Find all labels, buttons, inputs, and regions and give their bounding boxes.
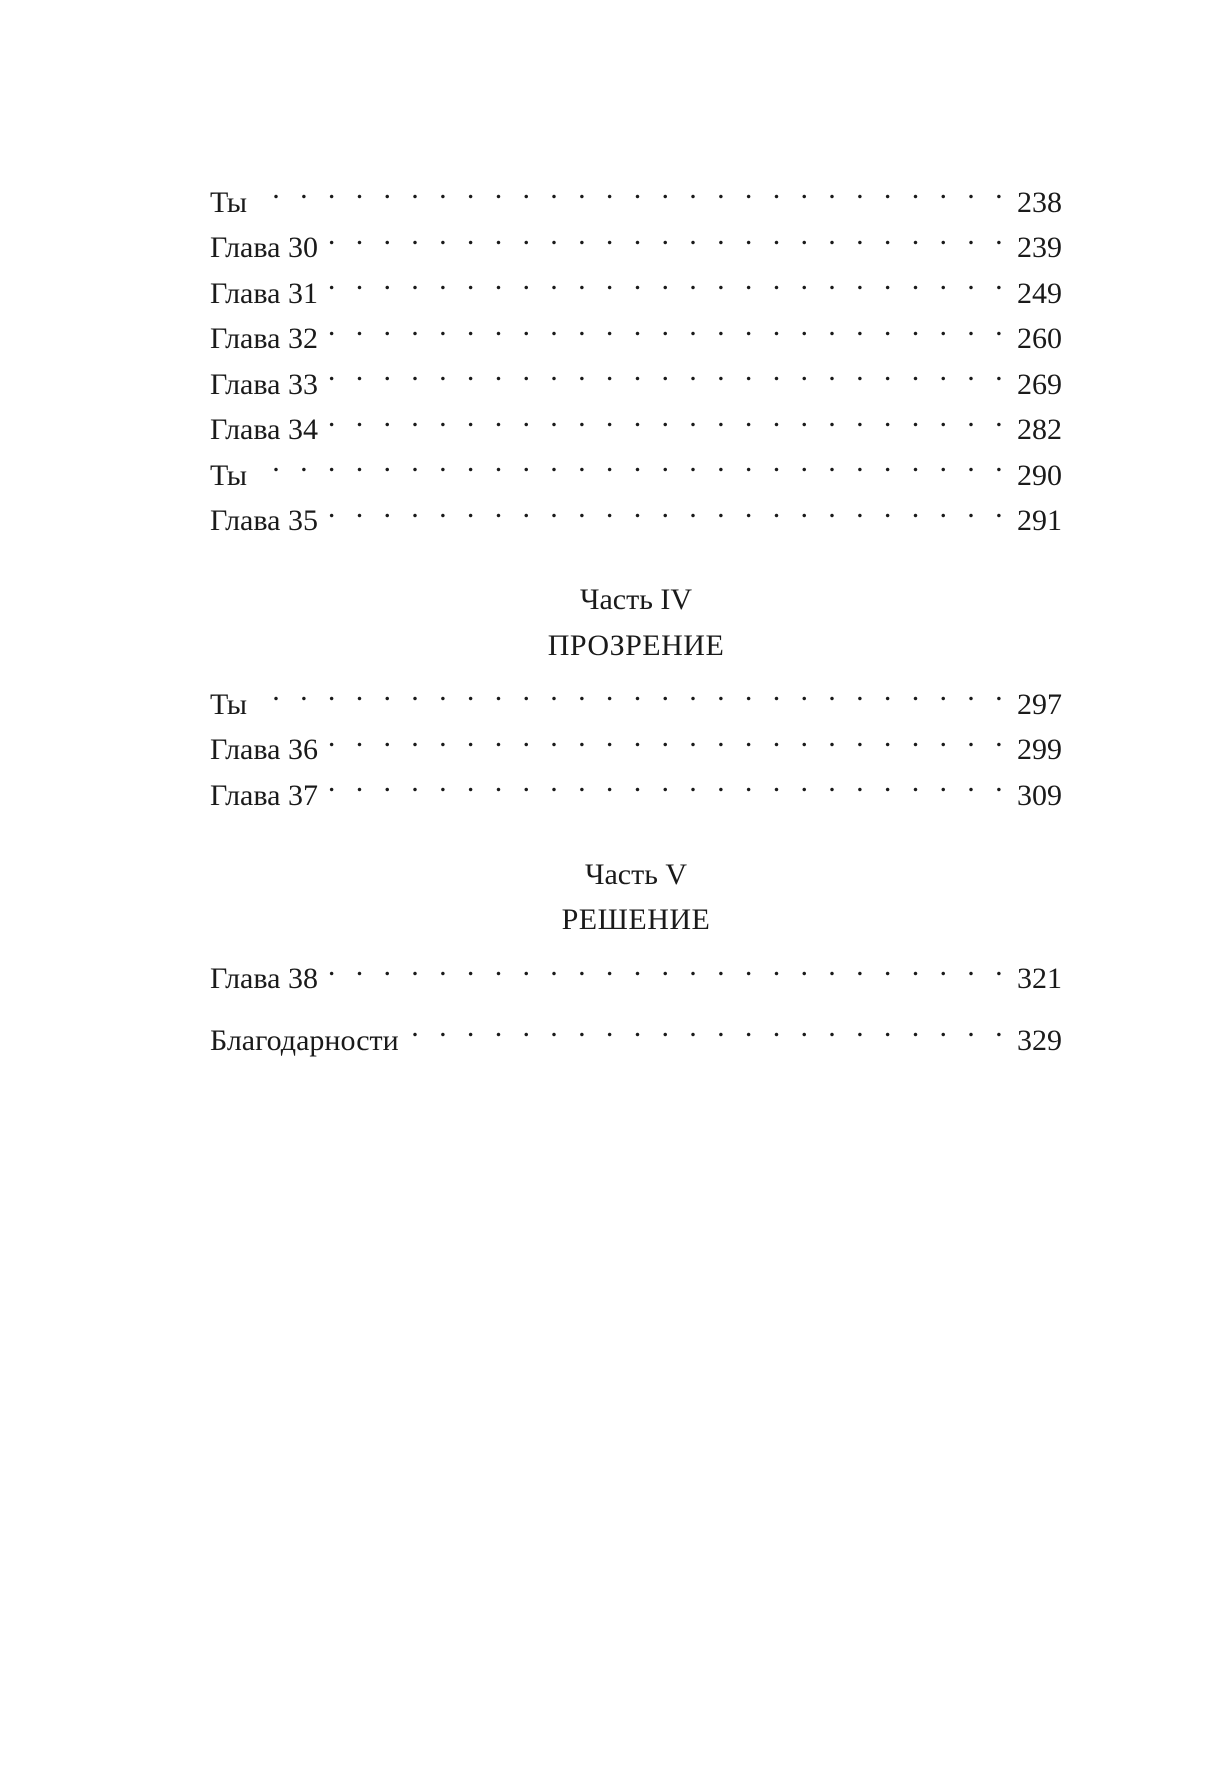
- toc-entry: [210, 943, 1062, 995]
- dot-leader: [324, 714, 1009, 760]
- toc-entry-title: Ты: [210, 185, 247, 219]
- dot-leader: [324, 348, 1009, 394]
- toc-entry-page: 291: [1017, 504, 1062, 537]
- toc-entry: [210, 348, 1062, 401]
- toc-entry-page: 239: [1017, 231, 1062, 264]
- dot-leader: [405, 1004, 1009, 1050]
- toc-entry-title: Глава 32: [210, 322, 318, 355]
- toc-entry-title: Глава 37: [210, 778, 318, 812]
- toc-entry-title: Благодарности: [210, 1023, 399, 1057]
- toc-entry: [210, 257, 1062, 310]
- toc-entry-page: 309: [1017, 778, 1062, 812]
- part-label: Часть IV: [579, 583, 693, 616]
- toc-entry-title: Ты: [210, 687, 247, 721]
- toc-entry-title: Глава 36: [210, 733, 318, 766]
- toc-entry: [210, 439, 1062, 492]
- toc-entry: [210, 212, 1062, 264]
- toc-entry-title: Глава 31: [210, 276, 318, 310]
- toc-entry: [210, 485, 1062, 537]
- toc-entry-title: Глава 33: [210, 367, 318, 401]
- dot-leader: [324, 943, 1009, 989]
- toc-entry: [210, 668, 1062, 721]
- dot-leader: [253, 439, 1009, 485]
- toc-entry-page: 249: [1017, 276, 1062, 310]
- toc-entry-page: 238: [1017, 185, 1062, 219]
- dot-leader: [324, 485, 1009, 531]
- toc-entry: [210, 166, 1062, 219]
- part-title: РЕШЕНИЕ: [561, 903, 711, 936]
- toc-entry-page: 329: [1017, 1023, 1062, 1057]
- table-of-contents: [210, 166, 1062, 1057]
- dot-leader: [324, 212, 1009, 258]
- dot-leader: [324, 394, 1009, 440]
- spacer: [210, 988, 1062, 1004]
- toc-entry-page: 282: [1017, 413, 1062, 446]
- toc-entry: [210, 394, 1062, 446]
- toc-entry: [210, 303, 1062, 355]
- dot-leader: [324, 759, 1009, 805]
- toc-entry-acknowledgements: [210, 1004, 1062, 1057]
- toc-entry-page: 290: [1017, 458, 1062, 492]
- toc-entry-page: 321: [1017, 962, 1062, 995]
- toc-entry: [210, 759, 1062, 812]
- toc-entry-page: 297: [1017, 687, 1062, 721]
- toc-entry: [210, 714, 1062, 766]
- toc-entry-title: Глава 38: [210, 962, 318, 995]
- toc-entry-page: 269: [1017, 367, 1062, 401]
- dot-leader: [324, 257, 1009, 303]
- dot-leader: [253, 668, 1009, 714]
- part-4-section: [210, 577, 1062, 812]
- toc-entry-title: Глава 30: [210, 231, 318, 264]
- toc-entry-page: 299: [1017, 733, 1062, 766]
- toc-group-1: [210, 166, 1062, 537]
- toc-entry-title: Глава 34: [210, 413, 318, 446]
- dot-leader: [324, 303, 1009, 349]
- toc-entry-page: 260: [1017, 322, 1062, 355]
- toc-entry-title: Глава 35: [210, 504, 318, 537]
- part-label: Часть V: [584, 857, 688, 891]
- toc-entry-title: Ты: [210, 458, 247, 492]
- dot-leader: [253, 166, 1009, 212]
- part-title: ПРОЗРЕНИЕ: [547, 628, 725, 662]
- part-5-section: [210, 852, 1062, 995]
